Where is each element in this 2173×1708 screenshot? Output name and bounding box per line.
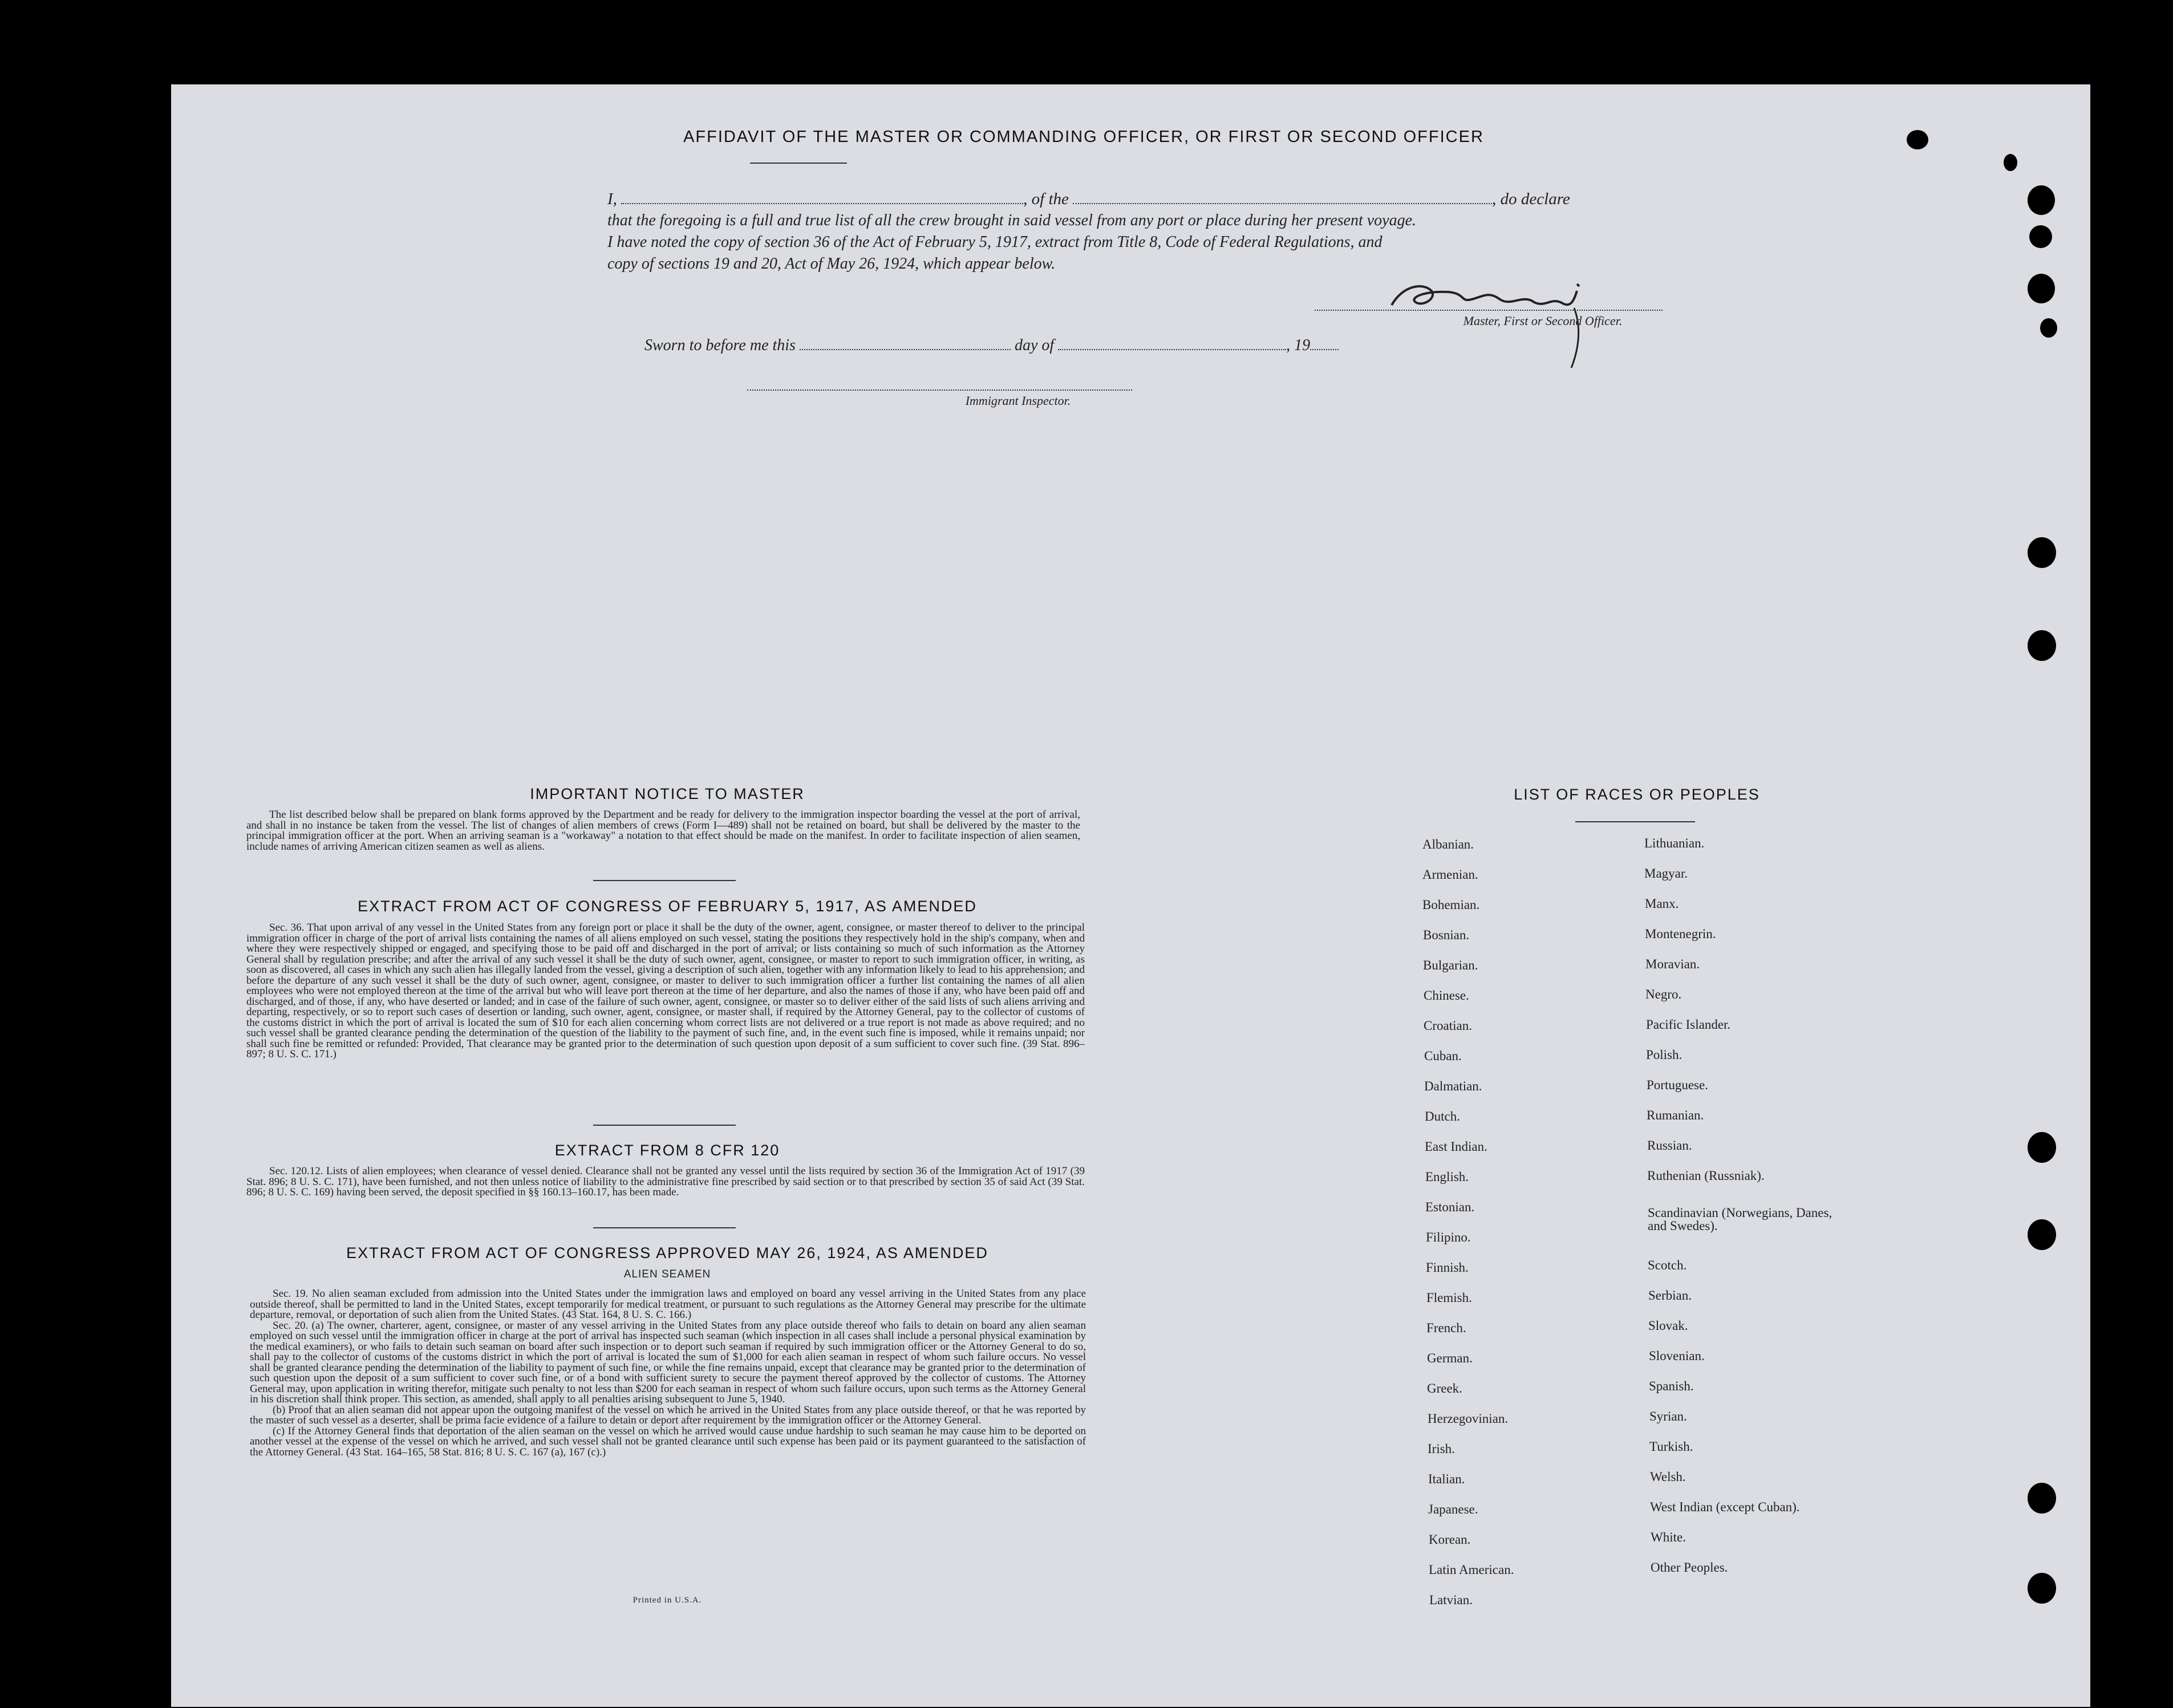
inspector-caption: Immigrant Inspector.: [965, 393, 1071, 408]
extract-1924-title: EXTRACT FROM ACT OF CONGRESS APPROVED MAY 26, 1924, AS AMENDED: [346, 1244, 988, 1261]
race-item: Slovak.: [1648, 1318, 1688, 1333]
title-divider: [750, 163, 847, 164]
race-item: East Indian.: [1425, 1139, 1487, 1154]
race-item: French.: [1426, 1321, 1466, 1335]
race-item: Polish.: [1646, 1048, 1683, 1062]
race-item: Irish.: [1428, 1442, 1455, 1456]
race-item: West Indian (except Cuban).: [1650, 1500, 1800, 1514]
punch-hole: [2028, 630, 2056, 661]
race-item: Herzegovinian.: [1428, 1411, 1509, 1426]
punch-hole: [2040, 318, 2057, 338]
printed-in-usa: Printed in U.S.A.: [633, 1596, 702, 1605]
vessel-field[interactable]: [1073, 203, 1492, 204]
race-item: Magyar.: [1644, 866, 1688, 881]
signature-caption: Master, First or Second Officer.: [1463, 314, 1623, 328]
extract-1924-text: Sec. 19. No alien seaman excluded from admission into the United States under the immigration laws and employed on board any vessel arriving in the United States from any place outside thereof, shall be permitted to land in the United States, except temporarily for medical treatment, or pursuant to such regulations as the Attorney General may prescribe for the ultimate departure, removal, or deportation of such alien from the United States. (43 Stat. 164, 8 U. S. C. 166.) Sec. 20. (a) The owner, charterer, agent, consignee, or master of any vessel arriving in the United States from any place outside thereof who fails to detain on board any alien seaman employed on such vessel until the immigration officer in charge at the port of arrival has inspected such seaman (which inspection in all cases shall include a personal physical examination by the medical examiners), or who fails to detain such seaman on board after such inspection or to deport such seaman if required by such immigration officer or the Attorney General to do so, shall pay to the collector of customs of the customs district in which the port of arrival is located the sum of $1,000 for each alien seaman in respect of whom such failure occurs. No vessel shall be granted clearance pending the determination of the liability to payment of such fine, or while the fine remains unpaid, except that clearance may be granted prior to the determination of such question upon the deposit of a sum sufficient to cover such fine, or of a bond with sufficient surety to secure the payment thereof approved by the collector of customs. The Attorney General may, upon application in writing therefor, mitigate such penalty to not less than $200 for each seaman in respect of whom such failure occurs, upon such terms as the Attorney General in his discretion shall think proper. This section, as amended, shall apply to all penalties arising subsequent to June 5, 1940. (b) Proof that an alien seaman did not appear upon the outgoing manifest of the vessel on which he arrived in the United States from any place outside thereof, or that he was reported by the master of such vessel as a deserter, shall be prima facie evidence of a failure to detain or deport after requirement by the immigration officer or the Attorney General. (c) If the Attorney General finds that deportation of the alien seaman on the vessel on which he arrived would cause undue hardship to such seaman he may cause him to be deported on another vessel at the expense of the vessel on which he arrived, and such vessel shall not be granted clearance until such expense has been paid or its payment guaranteed to the satisfaction of the Attorney General. (43 Stat. 164–165, 58 Stat. 816; 8 U. S. C. 167 (a), 167 (c).): [250, 1288, 1086, 1458]
punch-hole: [1907, 130, 1928, 149]
extract-1917-text: Sec. 36. That upon arrival of any vessel in the United States from any foreign port or place it shall be the duty of the owner, agent, consignee, or master thereof to deliver to the principal immigration officer in charge of the port of arrival lists containing the names of all aliens employed on such vessel, stating the positions they respectively hold in the ship's company, when and where they were respectively shipped or engaged, and specifying those to be paid off and discharged in the port of arrival; or lists containing so much of such information as the Attorney General shall by regulation prescribe; and after the arrival of any such vessel it shall be the duty of such owner, agent, consignee, or master to report to such immigration officer, in writing, as soon as discovered, all cases in which any such alien has illegally landed from the vessel, giving a description of such alien, together with any information likely to lead to his apprehension; and before the departure of any such vessel it shall be the duty of such owner, agent, consignee, or master to deliver to such immigration officer a further list containing the names of all alien employees who were not employed thereon at the time of the arrival but who will leave port thereon at the time of her departure, and also the names of those if any, who have been paid off and discharged, and of those, if any, who have deserted or landed; and in case of the failure of such owner, agent, consignee, or master so to deliver either of the said lists of such aliens arriving and departing, respectively, or so to report such cases of desertion or landing, such owner, agent, consignee, or master shall, if required by the Attorney General, pay to the collector of customs of the customs district in which the port of arrival is located the sum of $10 for each alien concerning whom correct lists are not delivered or a true report is not made as above required; and no such vessel shall be granted clearance pending the determination of the question of the liability to the payment of such fine, and, in the event such fine is imposed, while it remains unpaid; nor shall such fine be remitted or refunded: Provided, That clearance may be granted prior to the determination of such question upon deposit of a sum sufficient to cover such fine. (39 Stat. 896–897; 8 U. S. C. 171.): [246, 922, 1085, 1060]
punch-hole: [2028, 1483, 2056, 1514]
punch-hole: [2029, 225, 2052, 248]
punch-hole: [2004, 154, 2017, 171]
extract-8cfr-title: EXTRACT FROM 8 CFR 120: [554, 1142, 780, 1159]
affidavit-title: AFFIDAVIT OF THE MASTER OR COMMANDING OFFICER, OR FIRST OR SECOND OFFICER: [683, 128, 1484, 146]
notice-title: IMPORTANT NOTICE TO MASTER: [530, 785, 805, 802]
declaration-line-1: I, , of the , do declare: [607, 190, 1570, 208]
race-item: Other Peoples.: [1651, 1560, 1728, 1575]
notice-text: The list described below shall be prepared on blank forms approved by the Department and be ready for delivery to the immigration inspector boarding the vessel at the port of arrival, and shall in no instance be taken from the vessel. The list of changes of alien members of crews (Form I—489) shall not be retained on board, but shall be delivered by the master to the principal immigration officer at the port. When an arriving seaman is a "workaway" a notation to that effect should be made on the manifest. In order to facilitate inspection of alien seamen, include names of arriving American citizen seamen as well as aliens.: [246, 809, 1080, 853]
punch-hole: [2028, 1573, 2056, 1604]
name-field[interactable]: [621, 203, 1023, 204]
race-item: Croatian.: [1424, 1019, 1472, 1033]
declaration-line-2: that the foregoing is a full and true list of all the crew brought in said vessel from any port or place during her present voyage.: [607, 212, 1417, 229]
punch-hole: [2028, 274, 2055, 303]
punch-hole: [2028, 1132, 2056, 1163]
race-item: Moravian.: [1645, 957, 1700, 971]
signature-line: [1315, 310, 1663, 311]
races-title: LIST OF RACES OR PEOPLES: [1514, 786, 1760, 803]
race-item: White.: [1651, 1530, 1686, 1544]
race-item: Pacific Islander.: [1646, 1017, 1731, 1032]
declaration-line-3: I have noted the copy of section 36 of the Act of February 5, 1917, extract from Title 8, Code of Federal Regulations, and: [607, 233, 1383, 251]
race-item: Dutch.: [1425, 1109, 1460, 1123]
race-item: Bohemian.: [1422, 898, 1480, 912]
extract-8cfr-text: Sec. 120.12. Lists of alien employees; when clearance of vessel denied. Clearance shall not be granted any vessel until the lists required by section 36 of the Immigration Act of 1917 (39 Stat. 896; 8 U. S. C. 171), have been furnished, and not then unless notice of liability to the administrative fine prescribed by said section or to that prescribed by section 35 of said Act (39 Stat. 896; 8 U. S. C. 169) having been served, the deposit specified in §§ 160.13–160.17, has been made.: [246, 1165, 1085, 1198]
race-item: Slovenian.: [1649, 1349, 1705, 1363]
inspector-signature-line: [747, 390, 1132, 391]
extract-1924-subtitle: ALIEN SEAMEN: [623, 1268, 711, 1280]
race-item: Filipino.: [1426, 1230, 1471, 1244]
race-item: Spanish.: [1649, 1379, 1694, 1393]
race-item: Syrian.: [1649, 1409, 1687, 1423]
race-item: Korean.: [1429, 1532, 1471, 1547]
form-sheet: [171, 84, 2090, 1707]
race-item: English.: [1425, 1170, 1469, 1184]
race-item: Dalmatian.: [1424, 1079, 1482, 1093]
race-item: Latin American.: [1429, 1563, 1514, 1577]
section-divider: [593, 880, 736, 881]
race-item: Montenegrin.: [1645, 927, 1716, 941]
punch-hole: [2028, 537, 2056, 568]
race-item: Rumanian.: [1647, 1108, 1704, 1122]
races-divider: [1575, 821, 1695, 822]
race-item: Armenian.: [1422, 867, 1478, 882]
race-item: Greek.: [1427, 1381, 1462, 1395]
section-divider: [593, 1227, 736, 1228]
extract-1917-title: EXTRACT FROM ACT OF CONGRESS OF FEBRUARY 5, 1917, AS AMENDED: [358, 898, 977, 915]
race-item: Manx.: [1645, 896, 1679, 911]
race-item: Lithuanian.: [1644, 836, 1705, 850]
race-item: Flemish.: [1426, 1291, 1472, 1305]
race-item: Scandinavian (Norwegians, Danes, and Swedes).: [1648, 1206, 1833, 1233]
race-item: Negro.: [1645, 987, 1682, 1001]
race-item: Russian.: [1647, 1138, 1692, 1153]
race-item: Welsh.: [1650, 1470, 1686, 1484]
race-item: Portuguese.: [1647, 1078, 1708, 1092]
race-item: Chinese.: [1424, 988, 1469, 1003]
race-item: Italian.: [1428, 1472, 1465, 1486]
sworn-line: Sworn to before me this day of , 19: [644, 336, 1443, 355]
race-item: Turkish.: [1649, 1439, 1693, 1454]
sworn-year-field[interactable]: [1310, 349, 1339, 350]
race-item: Estonian.: [1425, 1200, 1475, 1214]
race-item: Japanese.: [1428, 1502, 1478, 1516]
race-item: Bulgarian.: [1423, 958, 1478, 972]
race-item: Finnish.: [1426, 1260, 1469, 1275]
race-item: Latvian.: [1429, 1593, 1473, 1607]
declaration-line-4: copy of sections 19 and 20, Act of May 26, 1924, which appear below.: [607, 255, 1056, 273]
punch-hole: [2028, 185, 2055, 215]
race-item: Serbian.: [1648, 1288, 1692, 1303]
sworn-month-field[interactable]: [1058, 349, 1286, 350]
punch-hole: [2028, 1219, 2056, 1250]
race-item: Scotch.: [1648, 1258, 1687, 1272]
race-item: Albanian.: [1422, 837, 1474, 851]
race-item: German.: [1427, 1351, 1473, 1365]
sworn-day-field[interactable]: [800, 349, 1011, 350]
race-item: Ruthenian (Russniak).: [1647, 1169, 1765, 1183]
race-item: Bosnian.: [1423, 928, 1470, 942]
section-divider: [593, 1125, 736, 1126]
race-item: Cuban.: [1424, 1049, 1462, 1063]
